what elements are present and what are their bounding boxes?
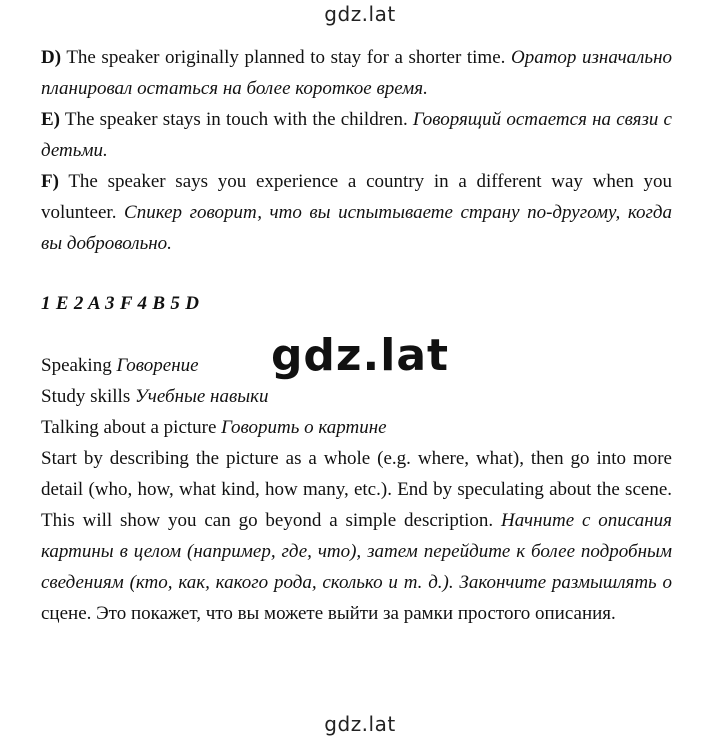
speaking-heading xyxy=(41,350,672,381)
statement-f-label: F) xyxy=(41,171,59,192)
statement-d xyxy=(41,42,672,104)
instruction-russian-regular: сцене. Это покажет, что вы можете выйти за рамки простого описания. xyxy=(41,603,616,624)
study-skills-heading xyxy=(41,381,672,412)
talking-heading xyxy=(41,412,672,443)
watermark-middle: gdz.lat xyxy=(270,330,450,381)
statement-f-english: The speaker says you experience a country in a different way when you volunteer. xyxy=(41,171,672,223)
statement-e xyxy=(41,104,672,166)
statement-f xyxy=(41,166,672,259)
speaking-heading-english: Speaking xyxy=(41,355,112,376)
talking-english: Talking about a picture xyxy=(41,417,217,438)
statement-f-russian: Спикер говорит, что вы испытываете страну по-другому, когда вы добровольно. xyxy=(41,202,673,254)
statement-d-russian: Оратор изначально планировал остаться на более короткое время. xyxy=(41,47,673,99)
statement-d-english: The speaker originally planned to stay for a shorter time. xyxy=(66,47,506,68)
talking-russian: Говорить о картине xyxy=(221,417,387,438)
instruction-paragraph xyxy=(41,443,672,629)
study-skills-english: Study skills xyxy=(41,386,131,407)
speaking-section xyxy=(41,350,672,629)
statement-e-label: E) xyxy=(41,109,60,130)
instruction-english: Start by describing the picture as a whole (e.g. where, what), then go into more detail (who, how, what kind, how many, etc.). End by speculating about the scene. This will show you can go beyond a simple description. xyxy=(41,448,672,531)
statement-e-english: The speaker stays in touch with the children. xyxy=(64,109,408,130)
watermark-top: gdz.lat xyxy=(324,2,396,26)
study-skills-russian: Учебные навыки xyxy=(134,386,269,407)
statement-e-russian: Говорящий остается на связи с детьми. xyxy=(41,109,672,161)
watermark-bottom: gdz.lat xyxy=(324,712,396,736)
statement-d-label: D) xyxy=(41,47,62,68)
answer-key: 1 E 2 A 3 F 4 B 5 D xyxy=(41,293,200,314)
document-body xyxy=(41,42,672,629)
speaking-heading-russian: Говорение xyxy=(116,355,199,376)
instruction-russian-italic: Начните с описания картины в целом (например, где, что), затем перейдите к более подробным сведениям (кто, как, какого рода, сколько и т. д.). Закончите размышлять о xyxy=(41,510,672,593)
